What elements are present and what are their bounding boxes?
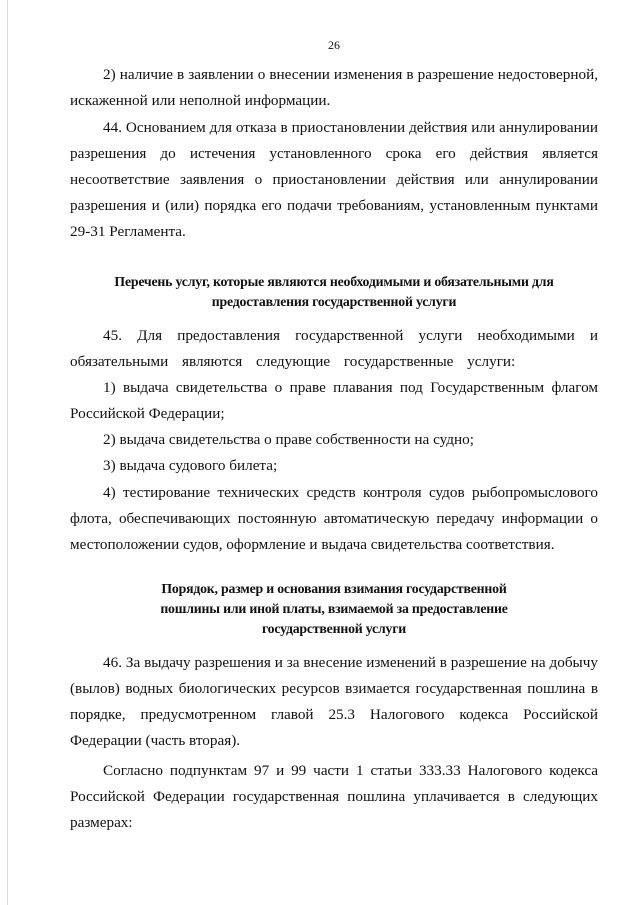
section-heading-required-services bbox=[70, 272, 598, 312]
paragraph-45: 45. Для предоставления государственной услуги необходимыми и обязательными являются следующие государственные услуги: bbox=[70, 327, 598, 370]
scan-edge-line bbox=[7, 0, 8, 905]
paragraph-45-item-1: 1) выдача свидетельства о праве плавания под Государственным флагом Российской Федерации; bbox=[70, 379, 598, 422]
paragraph-46-fee-rates: Согласно подпунктам 97 и 99 части 1 статьи 333.33 Налогового кодекса Российской Федерации государственная пошлина уплачивается в следующих размерах: bbox=[70, 762, 598, 831]
section-heading-state-fee bbox=[70, 579, 598, 639]
paragraph-45-item-3: 3) выдача судового билета; bbox=[103, 457, 278, 474]
page-number: 26 bbox=[328, 38, 340, 52]
section-heading-line: предоставления государственной услуги bbox=[211, 294, 457, 309]
section-heading-line: Перечень услуг, которые являются необходимыми и обязательными для bbox=[114, 274, 554, 289]
section-heading-line: Порядок, размер и основания взимания государственной bbox=[161, 581, 507, 596]
section-heading-line: пошлины или иной платы, взимаемой за предоставление bbox=[160, 601, 508, 616]
paragraph-45-item-4: 4) тестирование технических средств контроля судов рыбопромыслового флота, обеспечивающих постоянную автоматическую передачу информации о местоположении судов, оформление и выдача свидетельства соответствия. bbox=[70, 484, 598, 553]
paragraph-43-item-2: 2) наличие в заявлении о внесении изменения в разрешение недостоверной, искаженной или неполной информации. bbox=[70, 66, 598, 109]
paragraph-44: 44. Основанием для отказа в приостановлении действия или аннулировании разрешения до истечения установленного срока его действия является несоответствие заявления о приостановлении действия или аннулировании разрешения и (или) порядка его подачи требованиям, установленным пунктами 29-31 Регламента. bbox=[70, 119, 598, 240]
paragraph-46: 46. За выдачу разрешения и за внесение изменений в разрешение на добычу (вылов) водных биологических ресурсов взимается государственная пошлина в порядке, предусмотренном главой 25.3 Налогового кодекса Российской Федерации (часть вторая). bbox=[70, 654, 598, 749]
section-heading-line: государственной услуги bbox=[261, 621, 407, 636]
paragraph-45-item-2: 2) выдача свидетельства о праве собственности на судно; bbox=[103, 431, 474, 448]
